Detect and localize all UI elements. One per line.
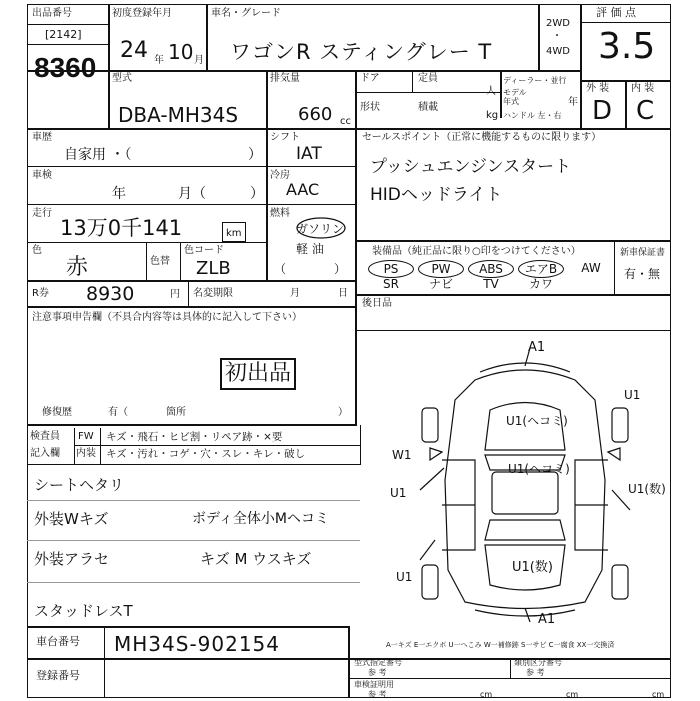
interior-items: キズ・汚れ・コゲ・穴・スレ・キレ・破し: [106, 448, 306, 460]
divider: [100, 428, 101, 464]
drive-4wd: 4WD: [546, 46, 570, 57]
divider: [500, 70, 502, 118]
divider: [355, 70, 357, 128]
wheel-rear-right: [612, 565, 628, 599]
inspector-note-3: 外装アラセ: [34, 550, 110, 568]
wheel-front-right: [612, 408, 628, 442]
color-value: 赤: [66, 255, 89, 280]
damage-legend: A一キズ E一エクボ U一へこみ W一補修跡 S一サビ C一腐食 XX一交換済: [386, 641, 615, 649]
car-size-label: 車検証明用: [354, 680, 394, 689]
divider: [266, 70, 268, 128]
displacement-value: 660: [298, 104, 333, 125]
equipment-item: カワ: [528, 277, 553, 291]
equipment-label: 装備品（純正品に限り○印をつけてください）: [372, 246, 581, 257]
class-label: 類別区分番号: [514, 658, 562, 667]
car-rear-glass: [485, 520, 565, 540]
history-close: ）: [248, 147, 262, 163]
history-label: 車歴: [32, 132, 52, 143]
divider: [614, 240, 615, 294]
month-unit: 月: [194, 55, 204, 66]
size-sub: 参 考: [368, 690, 387, 699]
chassis-value: MH34S-902154: [114, 632, 281, 656]
warranty-value: 有・無: [624, 267, 661, 281]
equipment-item: ABS: [468, 260, 514, 278]
shift-value: IAT: [296, 144, 322, 164]
divider: [74, 445, 360, 446]
km-box: [222, 222, 246, 242]
aircon-label: 冷房: [270, 170, 290, 181]
color-code-label: 色コード: [184, 245, 224, 256]
name-change-day: 日: [338, 288, 348, 299]
aircon-value: AAC: [286, 180, 320, 199]
equipment-item: SR: [383, 277, 399, 291]
divider: [27, 306, 355, 308]
mark-left-3: U1: [396, 570, 413, 584]
divider: [360, 425, 361, 465]
kg-unit: kg: [486, 110, 499, 121]
divider: [412, 70, 413, 92]
divider: [27, 500, 360, 501]
chassis-label: 車台番号: [36, 635, 80, 648]
divider: [27, 44, 108, 45]
handle-label: ハンドル 左・右: [503, 111, 562, 120]
inspector-note-4: スタッドレスT: [34, 602, 133, 620]
person-unit: 人: [486, 86, 496, 97]
interior-label: 内 装: [631, 83, 655, 94]
class-sub: 参 考: [526, 668, 545, 677]
mark-rear: A1: [538, 612, 556, 627]
inspection-label: 車検: [32, 170, 52, 181]
repair-value: 有（: [108, 407, 128, 418]
divider: [27, 204, 355, 205]
divider: [27, 582, 360, 583]
inspector-label-1: 検査員: [30, 431, 60, 442]
shape-label: 形状: [360, 102, 380, 113]
divider: [104, 626, 105, 698]
back-seat-label: 後日品: [362, 298, 392, 309]
divider: [27, 166, 355, 167]
fuel-label: 燃料: [270, 208, 290, 219]
divider: [27, 128, 671, 130]
divider: [355, 330, 671, 331]
divider: [206, 4, 208, 70]
divider: [146, 242, 147, 280]
divider: [348, 678, 671, 679]
equipment-item: PW: [418, 260, 464, 278]
model-value: ワゴンR スティングレー T: [230, 40, 493, 64]
divider: [355, 92, 500, 93]
exterior-grade: D: [592, 96, 613, 126]
sales-label: セールスポイント（正常に機能するものに限ります）: [362, 132, 602, 143]
equipment-item: TV: [483, 277, 499, 291]
dealer-label: ディーラー・並行: [503, 76, 567, 85]
wheel-front-left: [422, 408, 438, 442]
divider: [27, 540, 360, 541]
cm-unit-2: cm: [566, 690, 579, 699]
mark-front: A1: [528, 340, 546, 355]
fuel-light: 軽 油: [296, 242, 324, 256]
fuel-paren-open: （: [274, 262, 287, 276]
mark-right-1: U1: [624, 388, 641, 402]
name-change-label: 名変期限: [193, 288, 233, 299]
year-unit-2: 年: [568, 97, 578, 108]
divider: [74, 428, 75, 464]
ticket-value: 8930: [86, 283, 135, 305]
interior-check-label: 内装: [76, 448, 96, 459]
repair-label: 修復歴: [42, 407, 72, 418]
reg-month: 10: [168, 40, 194, 64]
divider: [355, 128, 357, 426]
notes-label: 注意事項申告欄（不具合内容等は具体的に記入して下さい）: [32, 312, 302, 323]
reg-label: 初度登録年月: [112, 8, 172, 19]
fuel-paren-close: ）: [334, 262, 347, 276]
reg-year: 24: [120, 38, 148, 63]
interior-grade: C: [636, 96, 655, 126]
inspector-note-3b: キズ M ウスキズ: [200, 550, 312, 568]
type-value: DBA-MH34S: [118, 103, 239, 127]
mark-hood: U1(ヘコミ): [506, 414, 568, 428]
spec-sub: 参 考: [368, 668, 387, 677]
equipment-item: ナビ: [428, 277, 453, 291]
mark-left-2: U1: [390, 486, 407, 500]
divider: [27, 424, 355, 426]
displacement-label: 排気量: [270, 73, 300, 84]
fuel-gas: ガソリン: [296, 222, 345, 236]
inspection-year: 年: [112, 186, 126, 202]
drive-2wd: 2WD: [546, 18, 570, 29]
inspector-label-2: 記入欄: [30, 448, 60, 459]
shift-label: シフト: [270, 132, 300, 143]
score-value: 3.5: [598, 26, 656, 67]
reg-number-label: 登録番号: [36, 669, 80, 682]
divider: [355, 240, 671, 242]
equipment-item: PS: [368, 260, 414, 278]
repair-close: ）: [338, 407, 348, 418]
divider: [27, 626, 348, 628]
km-unit: km: [226, 228, 242, 239]
equipment-row-2: [368, 276, 612, 292]
first-listing-stamp: 初出品: [220, 358, 296, 390]
inspector-note-1: シートヘタリ: [34, 476, 125, 494]
fw-label: FW: [78, 431, 94, 442]
divider: [27, 70, 580, 72]
divider: [180, 242, 181, 280]
inspector-note-2: 外装Wキズ: [34, 510, 109, 528]
color-label: 色: [32, 245, 42, 256]
model-label: 車名・グレード: [211, 8, 281, 19]
divider: [538, 4, 540, 70]
repair-place: 箇所: [166, 407, 186, 418]
mark-roof: U1(ヘコミ): [508, 462, 570, 476]
sales-line-2: HIDヘッドライト: [370, 185, 503, 205]
divider: [625, 80, 627, 128]
doors-label: ドア: [360, 73, 380, 84]
mark-trunk: U1(数): [512, 560, 553, 575]
inspection-close: ）: [250, 186, 264, 202]
cm-unit-1: cm: [480, 690, 493, 699]
car-diagram: [380, 340, 670, 630]
divider: [348, 626, 350, 698]
cm-unit-3: cm: [652, 690, 665, 699]
color-change-label: 色替: [150, 256, 170, 267]
divider: [27, 24, 108, 25]
divider: [27, 464, 360, 465]
inspection-month: 月（: [178, 186, 206, 202]
fw-items: キズ・飛石・ヒビ割・リペア跡・×要: [106, 431, 283, 443]
divider: [580, 22, 671, 23]
cc-unit: cc: [340, 116, 351, 127]
divider: [188, 280, 189, 306]
model-year-label: モデル 年式: [503, 88, 527, 106]
ticket-label: R券: [32, 288, 49, 299]
mark-right-2: U1(数): [628, 482, 666, 496]
score-label: 評 価 点: [596, 6, 636, 19]
type-label: 型式: [112, 73, 132, 84]
capacity-label: 定員: [418, 73, 438, 84]
divider: [355, 294, 671, 296]
lot-code: [2142]: [45, 28, 82, 41]
year-unit: 年: [154, 55, 164, 66]
wheel-rear-left: [422, 565, 438, 599]
lot-number: 8360: [34, 52, 97, 83]
warranty-label: 新車保証書: [620, 248, 666, 258]
spec-label: 型式指定番号: [354, 658, 402, 667]
mileage-value: 13万0千141: [60, 216, 183, 240]
exterior-label: 外 装: [586, 83, 610, 94]
equipment-item: AW: [581, 261, 601, 275]
fuel-gas-circle: [290, 212, 352, 240]
equipment-row-1: [368, 260, 612, 276]
mark-left-1: W1: [392, 448, 412, 462]
equipment-item: エアB: [518, 260, 564, 278]
sales-line-1: プッシュエンジンスタート: [370, 157, 572, 177]
divider: [510, 658, 511, 678]
inspector-note-2b: ボディ全体小Mヘコミ: [192, 511, 329, 527]
color-code-value: ZLB: [196, 258, 231, 279]
divider: [108, 4, 110, 128]
history-value: 自家用 ・（: [64, 147, 132, 163]
yen-unit: 円: [170, 289, 180, 300]
name-change-month: 月: [290, 288, 300, 299]
mileage-label: 走行: [32, 208, 52, 219]
lot-label: 出品番号: [32, 8, 72, 19]
load-label: 積載: [418, 102, 438, 113]
car-roof: [492, 472, 558, 514]
drive-dot: ・: [552, 31, 562, 42]
